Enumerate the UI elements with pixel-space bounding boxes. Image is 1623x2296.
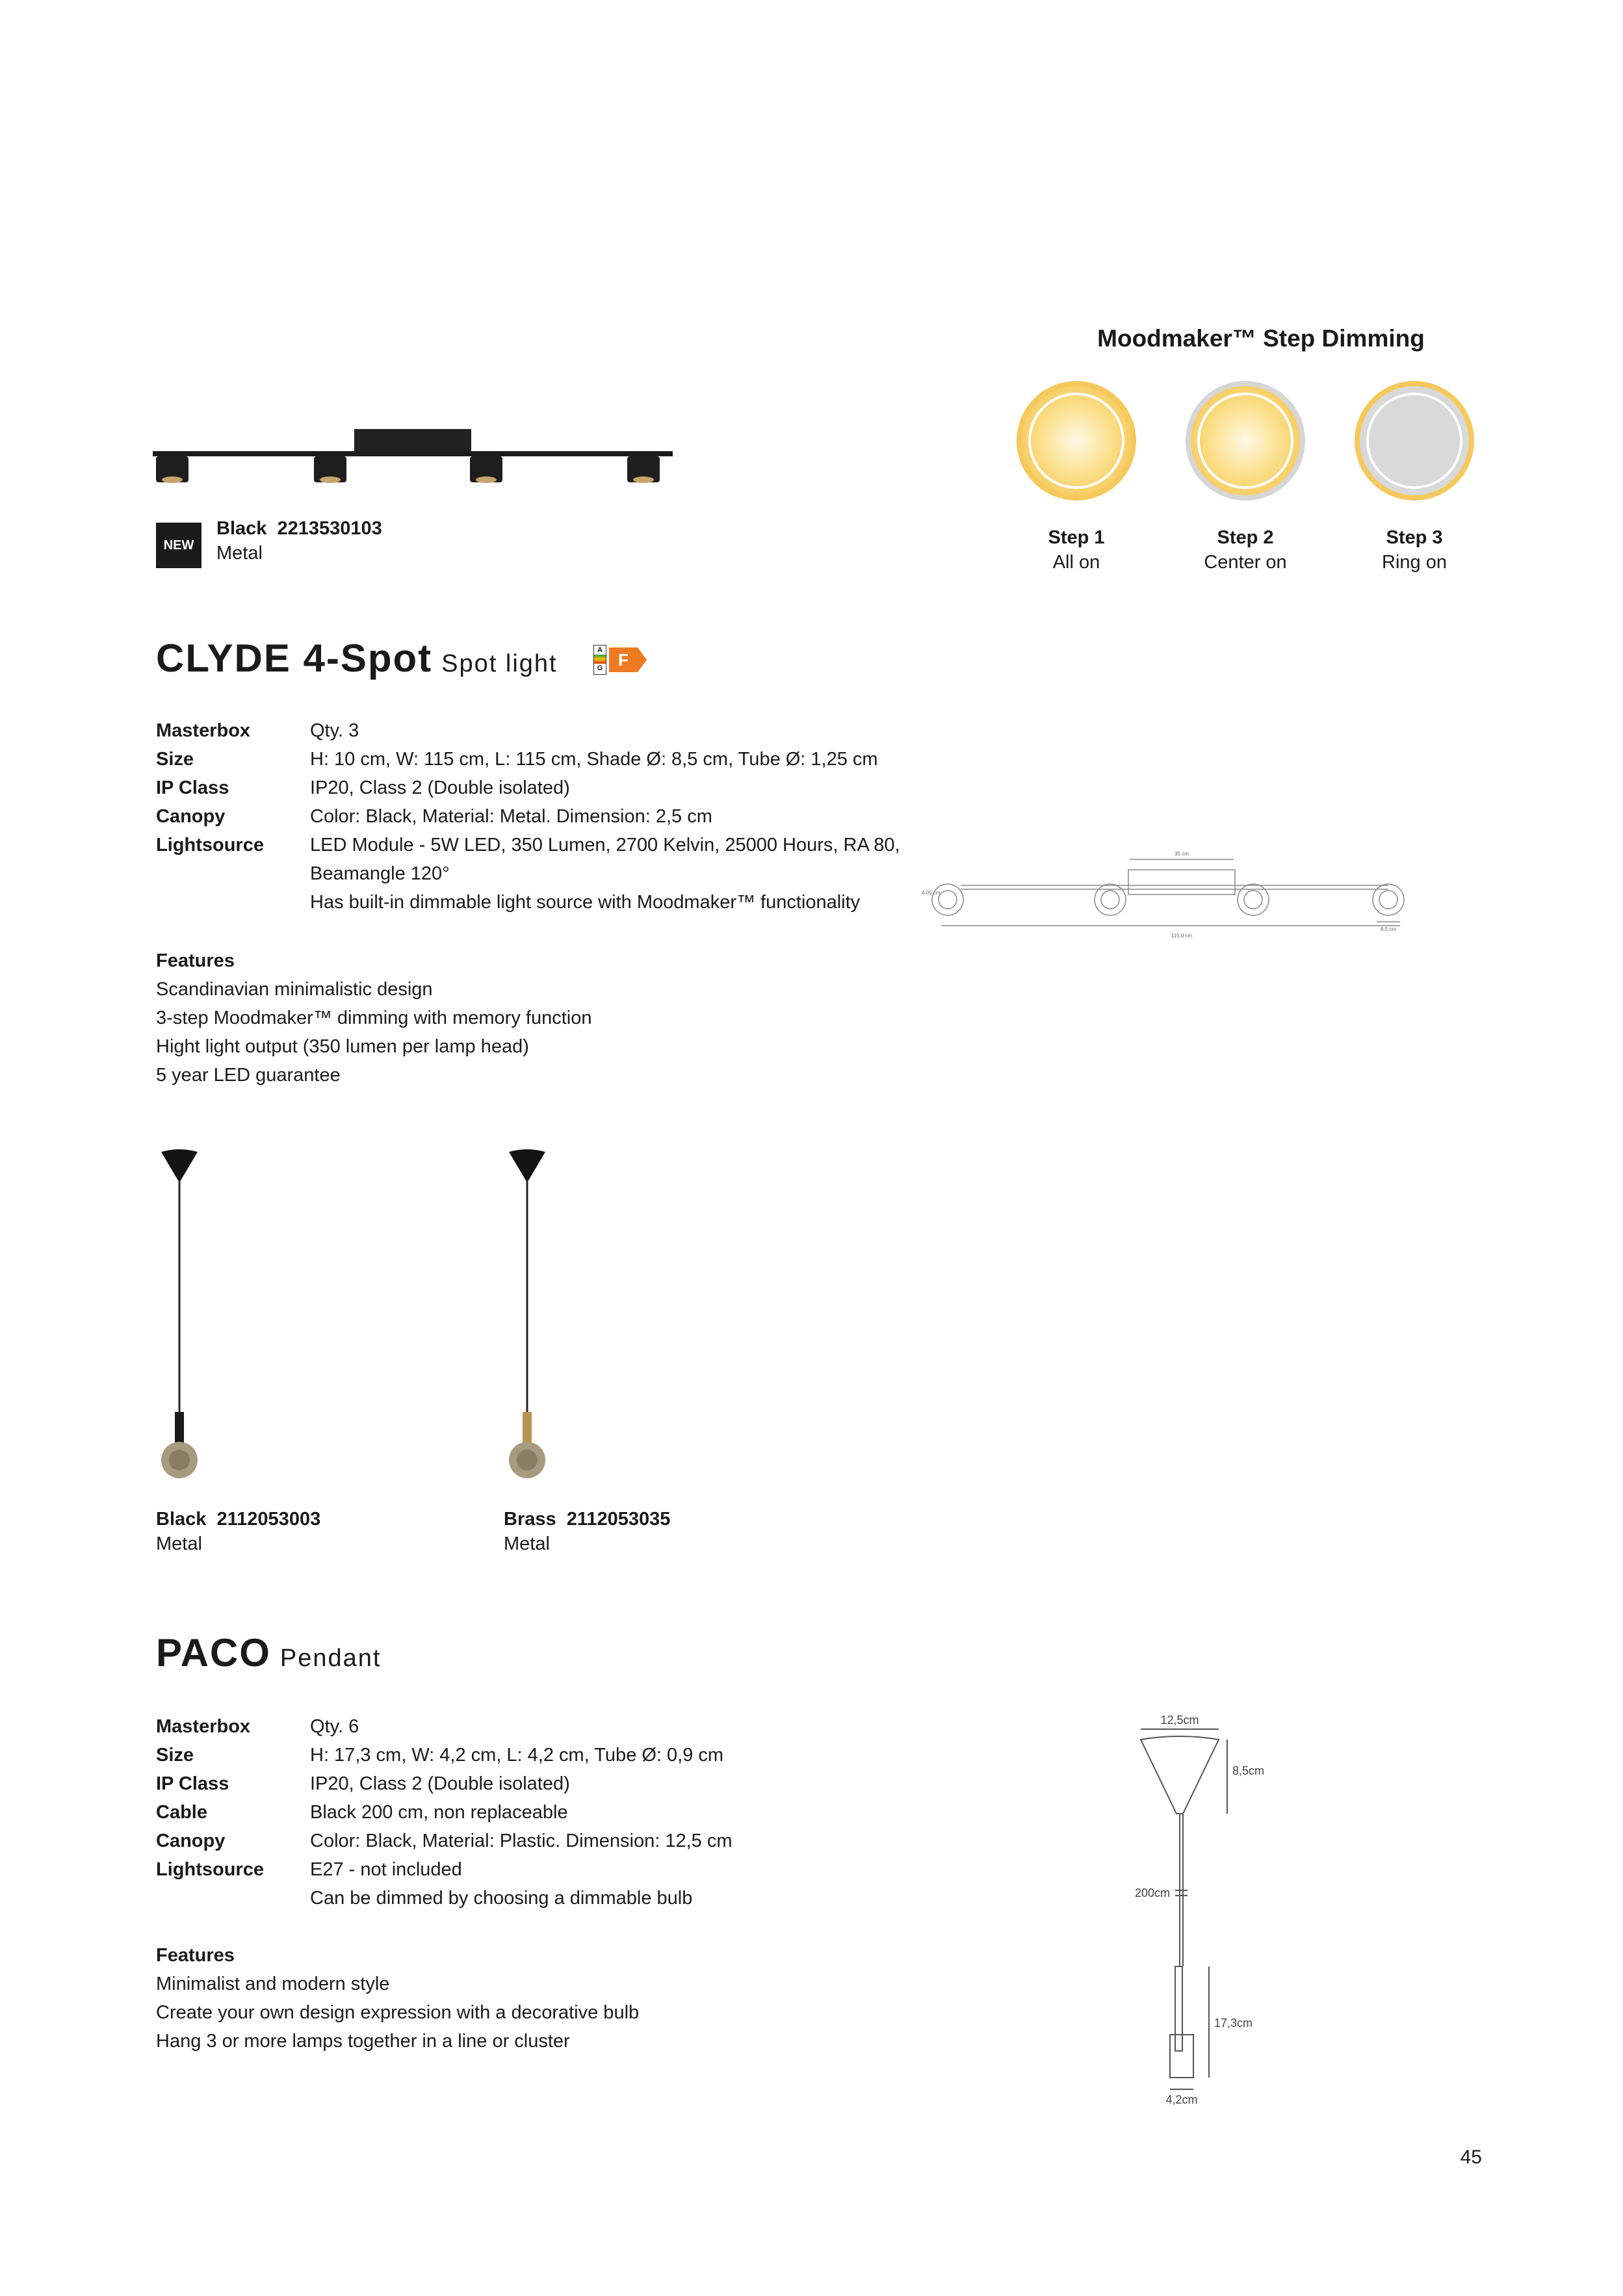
clyde-variant-color: Black bbox=[216, 518, 267, 539]
spec-value: E27 - not included bbox=[310, 1859, 462, 1880]
step-1-all-on-icon bbox=[1017, 381, 1136, 501]
spec-value: Black 200 cm, non replaceable bbox=[310, 1802, 568, 1823]
clyde-dim-canopy: 35 cm bbox=[1175, 851, 1189, 857]
feature-item: Scandinavian minimalistic design bbox=[156, 979, 433, 1000]
paco-technical-drawing bbox=[1105, 1710, 1300, 2113]
paco-variant-color: Brass bbox=[504, 1509, 556, 1530]
spec-key: Masterbox bbox=[156, 1716, 251, 1737]
paco-dim-holder-h: 17,3cm bbox=[1214, 2016, 1253, 2029]
paco-variant-brass bbox=[504, 1507, 670, 1556]
paco-black-image bbox=[156, 1144, 208, 1482]
paco-type: Pendant bbox=[279, 1645, 382, 1672]
paco-title bbox=[156, 1630, 381, 1675]
spec-key: IP Class bbox=[156, 777, 229, 798]
spec-value: H: 10 cm, W: 115 cm, L: 115 cm, Shade Ø: 8,5 cm, Tube Ø: 1,25 cm bbox=[310, 749, 878, 770]
clyde-features bbox=[156, 946, 591, 1089]
spec-value: LED Module - 5W LED, 350 Lumen, 2700 Kelvin, 25000 Hours, RA 80, bbox=[310, 835, 900, 855]
paco-dim-canopy-w: 12,5cm bbox=[1160, 1714, 1199, 1727]
step-3-label: Step 3 bbox=[1386, 527, 1443, 548]
spec-value: Qty. 3 bbox=[310, 720, 359, 741]
energy-scale-top: A bbox=[597, 646, 603, 654]
feature-item: Minimalist and modern style bbox=[156, 1974, 390, 1994]
clyde-variant-material: Metal bbox=[216, 543, 263, 564]
paco-variant-material: Metal bbox=[156, 1533, 202, 1554]
clyde-technical-drawing bbox=[922, 845, 1416, 943]
feature-item: Hang 3 or more lamps together in a line or cluster bbox=[156, 2031, 570, 2052]
step-1 bbox=[1011, 525, 1141, 575]
clyde-product-image bbox=[153, 423, 673, 494]
clyde-dim-length: 115,0 cm bbox=[1171, 933, 1193, 939]
clyde-variant-code: 2213530103 bbox=[277, 518, 382, 539]
spec-value: Can be dimmed by choosing a dimmable bulb bbox=[310, 1888, 693, 1909]
step-1-label: Step 1 bbox=[1048, 527, 1105, 548]
feature-item: Create your own design expression with a decorative bulb bbox=[156, 2002, 640, 2023]
spec-key: Size bbox=[156, 1745, 194, 1766]
spec-key: Cable bbox=[156, 1802, 207, 1823]
spec-key: Masterbox bbox=[156, 720, 251, 741]
step-2-label: Step 2 bbox=[1217, 527, 1274, 548]
step-3 bbox=[1349, 525, 1479, 575]
spec-key: Canopy bbox=[156, 1831, 226, 1851]
spec-value: Has built-in dimmable light source with Moodmaker™ functionality bbox=[310, 892, 861, 913]
paco-dim-holder-w: 4,2cm bbox=[1165, 2093, 1198, 2106]
spec-value: IP20, Class 2 (Double isolated) bbox=[310, 1773, 570, 1794]
feature-item: Hight light output (350 lumen per lamp head) bbox=[156, 1036, 529, 1057]
feature-item: 5 year LED guarantee bbox=[156, 1065, 341, 1086]
paco-dim-canopy-h: 8,5cm bbox=[1232, 1764, 1265, 1777]
spec-key: Lightsource bbox=[156, 835, 264, 855]
step-2 bbox=[1180, 525, 1310, 575]
spec-value: Color: Black, Material: Plastic. Dimension: 12,5 cm bbox=[310, 1831, 733, 1851]
energy-label bbox=[593, 645, 647, 675]
spec-value: Color: Black, Material: Metal. Dimension: 2,5 cm bbox=[310, 806, 712, 827]
spec-key: Lightsource bbox=[156, 1859, 264, 1880]
spec-key: Canopy bbox=[156, 806, 226, 827]
paco-variant-color: Black bbox=[156, 1509, 207, 1530]
step-2-center-on-icon bbox=[1186, 381, 1305, 501]
paco-variant-black bbox=[156, 1507, 320, 1556]
spec-value: Beamangle 120° bbox=[310, 863, 450, 884]
paco-variant-material: Metal bbox=[504, 1533, 550, 1554]
paco-variant-code: 2112053035 bbox=[566, 1509, 671, 1530]
energy-class: F bbox=[609, 647, 638, 672]
paco-name: PACO bbox=[156, 1631, 271, 1675]
spec-value: IP20, Class 2 (Double isolated) bbox=[310, 777, 570, 798]
step-1-desc: All on bbox=[1052, 552, 1100, 573]
paco-variant-code: 2112053003 bbox=[216, 1509, 321, 1530]
paco-brass-image bbox=[504, 1144, 556, 1482]
page-number: 45 bbox=[1460, 2146, 1482, 2168]
clyde-name: CLYDE 4-Spot bbox=[156, 636, 433, 680]
paco-features bbox=[156, 1941, 639, 2055]
features-title: Features bbox=[156, 1945, 235, 1966]
spec-value: Qty. 6 bbox=[310, 1716, 359, 1737]
features-title: Features bbox=[156, 950, 235, 971]
new-badge: NEW bbox=[156, 523, 201, 568]
step-3-ring-on-icon bbox=[1355, 381, 1474, 501]
moodmaker-title: Moodmaker™ Step Dimming bbox=[1097, 325, 1425, 352]
clyde-variant bbox=[216, 516, 382, 566]
energy-scale-bottom: G bbox=[597, 664, 603, 672]
clyde-dim-height: 4,05 cm bbox=[922, 890, 941, 896]
clyde-type: Spot light bbox=[441, 650, 558, 677]
spec-key: IP Class bbox=[156, 1773, 229, 1794]
paco-dim-cable: 200cm bbox=[1134, 1886, 1170, 1899]
spec-value: H: 17,3 cm, W: 4,2 cm, L: 4,2 cm, Tube Ø: 0,9 cm bbox=[310, 1745, 724, 1766]
step-3-desc: Ring on bbox=[1382, 552, 1447, 573]
feature-item: 3-step Moodmaker™ dimming with memory function bbox=[156, 1008, 592, 1028]
clyde-title bbox=[156, 636, 558, 681]
clyde-dim-shade: 8,5 cm bbox=[1380, 926, 1397, 932]
spec-key: Size bbox=[156, 749, 194, 770]
step-2-desc: Center on bbox=[1204, 552, 1287, 573]
